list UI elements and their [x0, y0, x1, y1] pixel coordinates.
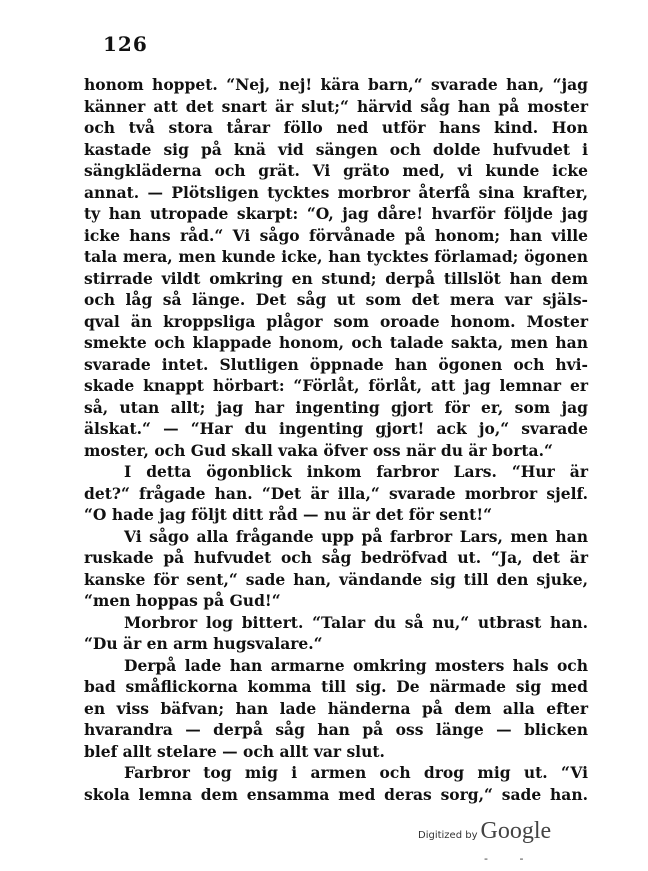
text-line: honom hoppet. “Nej, nej! kära barn,“ svarade han, “jag [84, 75, 588, 94]
text-line: stirrade vildt omkring en stund; derpå tillslöt han dem [84, 268, 588, 288]
text-line: blef allt stelare — och allt var slut. [84, 741, 385, 761]
text-line: annat. — Plötsligen tycktes morbror återfå sina krafter, [84, 182, 588, 202]
footer-marks: - - [484, 852, 538, 865]
text-line: icke hans råd.“ Vi sågo förvånade på honom; han ville [84, 225, 588, 245]
text-line: Vi sågo alla frågande upp på farbror Lars, men han [124, 526, 588, 546]
text-line: I detta ögonblick inkom farbror Lars. “Hur är [124, 462, 588, 481]
text-line: och låg så länge. Det såg ut som det mera var själs- [84, 290, 588, 309]
text-line: bad småflickorna komma till sig. De närmade sig med [84, 677, 588, 696]
text-line: “men hoppas på Gud!“ [84, 591, 281, 610]
text-line: det?“ frågade han. “Det är illa,“ svarade morbror sjelf. [84, 483, 588, 503]
text-line: ruskade på hufvudet och såg bedröfvad ut. “Ja, det är [84, 548, 588, 567]
body-text [84, 74, 588, 805]
text-line: tala mera, men kunde icke, han tycktes förlamad; ögonen [84, 247, 588, 266]
page-number: 126 [103, 32, 148, 56]
text-line: moster, och Gud skall vaka öfver oss när du är borta.“ [84, 440, 553, 460]
text-line: qval än kroppsliga plågor som oroade honom. Moster [84, 311, 588, 331]
text-line: ty han utropade skarpt: “O, jag dåre! hvarför följde jag [84, 204, 588, 223]
google-logo: Google [480, 818, 552, 844]
digitized-watermark [418, 818, 551, 845]
text-line: sängkläderna och grät. Vi gräto med, vi kunde icke [84, 161, 588, 180]
text-line: Derpå lade han armarne omkring mosters hals och [124, 655, 588, 675]
text-line: skade knappt hörbart: “Förlåt, förlåt, att jag lemnar er [84, 376, 588, 395]
text-line: så, utan allt; jag har ingenting gjort för er, som jag [84, 397, 588, 417]
text-line: Morbror log bittert. “Talar du så nu,“ utbrast han. [124, 612, 588, 632]
text-line: och två stora tårar föllo ned utför hans kind. Hon [84, 118, 588, 137]
text-line: känner att det snart är slut;“ härvid såg han på moster [84, 96, 588, 116]
watermark-prefix: Digitized by [418, 830, 478, 841]
text-line: älskat.“ — “Har du ingenting gjort! ack jo,“ svarade [84, 419, 588, 438]
text-line: en viss bäfvan; han lade händerna på dem alla efter [84, 698, 588, 718]
text-line: skola lemna dem ensamma med deras sorg,“ sade han. [84, 784, 588, 804]
text-line: kanske för sent,“ sade han, vändande sig till den sjuke, [84, 569, 588, 589]
text-line: hvarandra — derpå såg han på oss länge — blicken [84, 720, 588, 739]
text-line: kastade sig på knä vid sängen och dolde hufvudet i [84, 139, 588, 159]
text-line: Farbror tog mig i armen och drog mig ut. “Vi [124, 763, 588, 782]
text-line: svarade intet. Slutligen öppnade han ögonen och hvi- [84, 354, 588, 374]
text-line: “O hade jag följt ditt råd — nu är det för sent!“ [84, 505, 493, 524]
text-line: smekte och klappade honom, och talade sakta, men han [84, 333, 588, 352]
text-line: “Du är en arm hugsvalare.“ [84, 634, 323, 653]
